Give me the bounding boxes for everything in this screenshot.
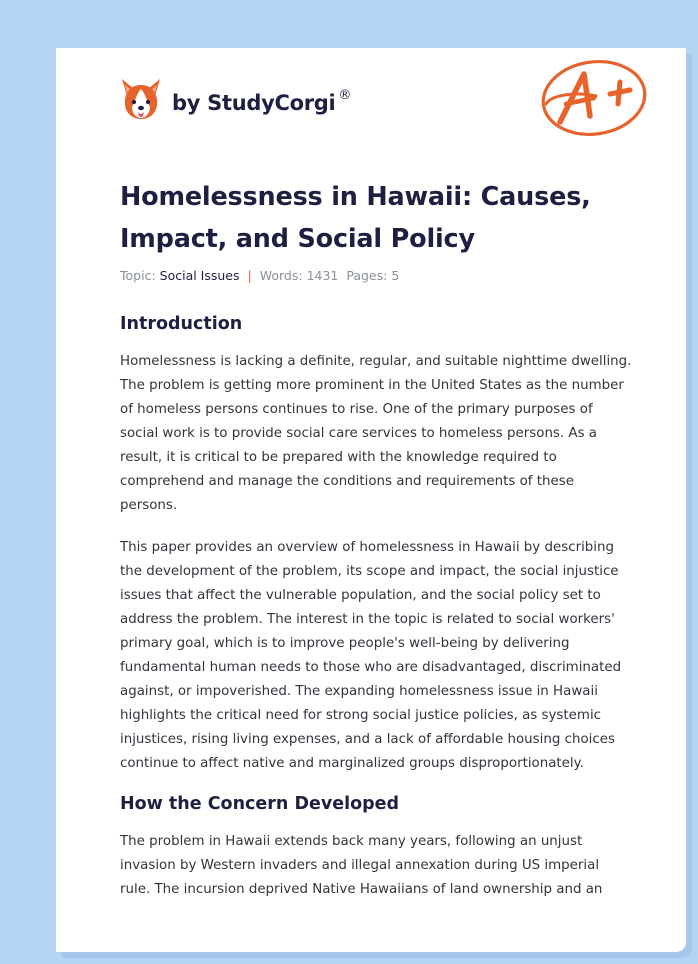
document-page <box>56 48 686 952</box>
body-paragraph: The problem in Hawaii extends back many years, following an unjust invasion by Western invaders and illegal annexation during US imperial rule. The incursion deprived Native Hawaiians of land ownership and an <box>120 834 603 897</box>
words-value: 1431 <box>306 268 339 283</box>
brand-name: by StudyCorgi ® <box>172 88 352 115</box>
words-label: Words: <box>259 268 303 283</box>
registered-mark: ® <box>338 88 352 103</box>
topic-label: Topic: <box>120 268 156 283</box>
a-plus-grade-icon <box>538 58 650 140</box>
document-title: Homelessness in Hawaii: Causes, Impact, and Social Policy <box>120 182 591 254</box>
document-meta <box>120 268 399 283</box>
pages-value: 5 <box>391 268 400 283</box>
section-heading-concern-developed: How the Concern Developed <box>120 794 400 814</box>
brand-header[interactable] <box>120 76 352 122</box>
body-paragraph: This paper provides an overview of homelessness in Hawaii by describing the development of the problem, its scope and impact, the social injustice issues that affect the vulnerable population, and the social policy set to address the problem. The interest in the topic is related to social workers' primary goal, which is to improve people's well-being by delivering fundamental human needs to those who are disadvantaged, discriminated against, or impoverished. The expanding homelessness issue in Hawaii highlights the critical need for strong social justice policies, as systemic injustices, rising living expenses, and a lack of affordable housing choices continue to affect native and marginalized groups disproportionately. <box>120 540 622 771</box>
section-heading-introduction: Introduction <box>120 314 243 334</box>
corgi-logo-icon <box>120 77 162 121</box>
topic-link[interactable]: Social Issues <box>159 268 240 283</box>
pages-label: Pages: <box>346 268 388 283</box>
body-paragraph: Homelessness is lacking a definite, regular, and suitable nighttime dwelling. The problem is getting more prominent in the United States as the number of homeless persons continues to rise. One of the primary purposes of social work is to provide social care services to homeless persons. As a result, it is critical to be prepared with the knowledge required to comprehend and manage the conditions and requirements of these persons. <box>120 354 632 513</box>
meta-separator: | <box>247 268 252 283</box>
document-body <box>120 310 632 902</box>
